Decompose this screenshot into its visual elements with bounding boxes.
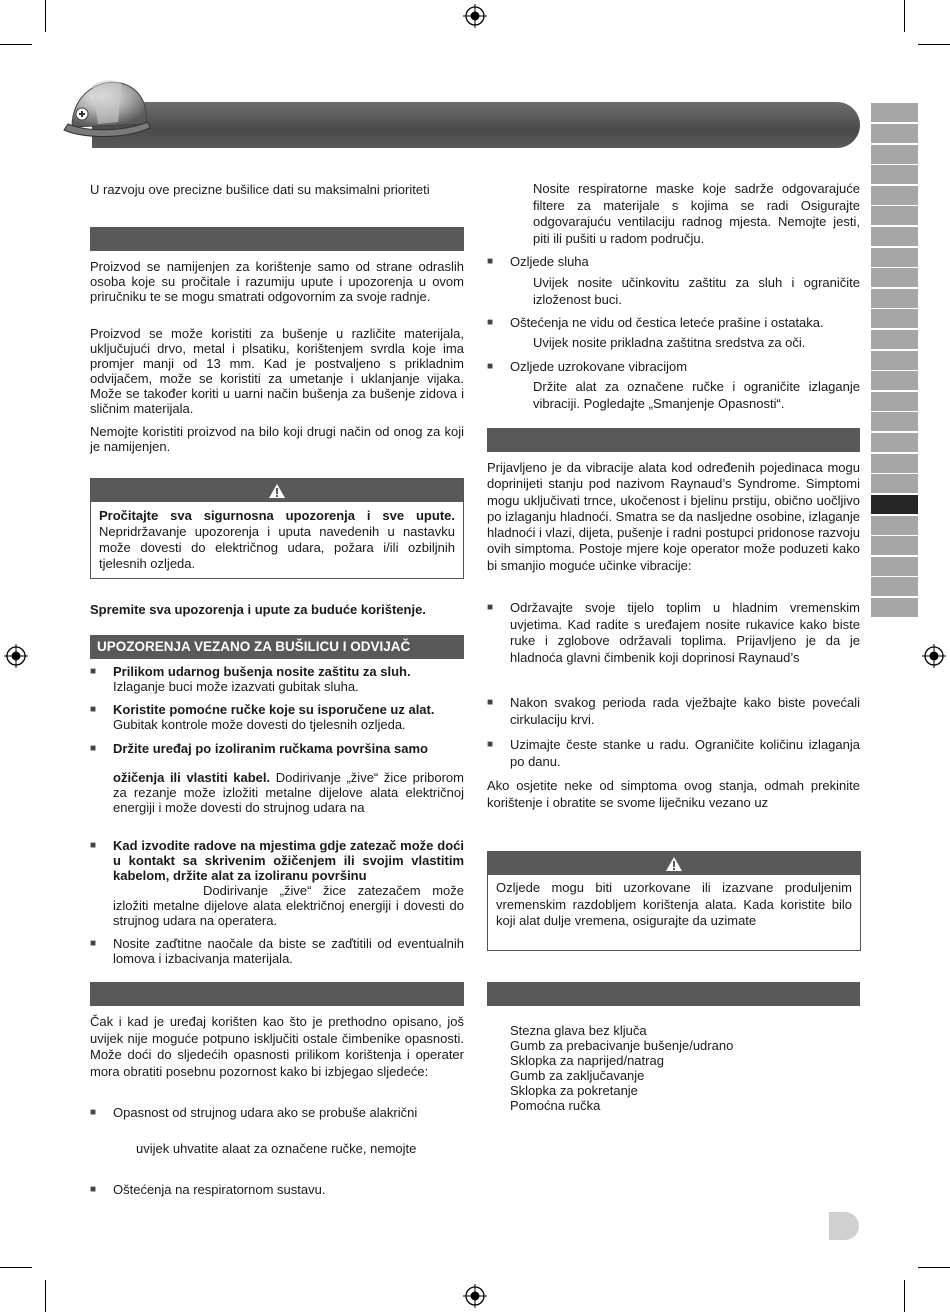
intended-use-paragraph: Nemojte koristiti proizvod na bilo koji drugi način od onog za koji je namijenjen.: [90, 424, 464, 454]
crop-mark-tl-v: [45, 0, 46, 32]
list-item: [487, 695, 860, 728]
list-item: [90, 702, 464, 732]
list-item-continued: [90, 770, 464, 815]
bullet-square-icon: ■: [90, 704, 97, 715]
warning-triangle-icon: [665, 856, 683, 872]
list-item: Gumb za prebacivanje bušenje/udrano: [510, 1038, 734, 1053]
intro-text: U razvoju ove precizne bušilice dati su maksimalni prioriteti: [90, 182, 430, 197]
bullet-square-icon: ■: [487, 361, 494, 372]
section-bar-vibration: [487, 428, 860, 452]
list-item: [487, 737, 860, 770]
list-item-subtext: Držite alat za označene ručke i ograničite izlaganje vibraciji. Pogledajte „Smanjenje Opasnosti“.: [533, 379, 860, 411]
item-text: Ozljede sluha: [510, 254, 589, 269]
crop-mark-tr-h: [918, 44, 950, 45]
warning-box: [487, 851, 861, 951]
safety-helmet-icon: [62, 72, 152, 152]
list-item-subtext: Nosite respiratorne maske koje sadrže odgovarajuće filtere za materijale s kojima se radi Osigurajte odgovarajuću ventilaciju radnog mjesta. Nemojte jesti, piti ili pušiti u radom području.: [533, 181, 860, 246]
bullet-square-icon: ■: [487, 739, 494, 750]
list-item-subtext: Uvijek nosite učinkovitu zaštitu za sluh i ograničite izloženost buci.: [533, 275, 860, 307]
list-item: [90, 664, 464, 694]
vibration-paragraph: Prijavljeno je da vibracije alata kod određenih pojedinaca mogu doprinijeti stanju pod nazivom Raynaud’s Syndrome. Simptomi mogu uključivati trnce, ukočenost i bjelinu prstiju, obično uočljivo po izlaganju hladnoći. Smatra se da nasljedne osobine, izlaganje hladnoći i vlazi, dijeta, pušenje i radni postupci pridonose razvoju ovih simptoma. Postoje mjere koje operator može poduzeti kako bi smanjio moguće učinke vibracije:: [487, 460, 860, 573]
side-tab: [871, 268, 918, 287]
header-banner: [92, 102, 860, 148]
item-text: Dodirivanje „žive“ žice priborom za rezanje može izložiti metalne dijelove alata električnoj energiji i može dovesti do strujnog udara na: [113, 770, 464, 815]
bullet-square-icon: ■: [487, 317, 494, 328]
bullet-square-icon: ■: [90, 938, 97, 949]
side-tab: [871, 557, 918, 576]
crop-mark-tr-v: [904, 0, 905, 32]
item-text: Gubitak kontrole može dovesti do tjelesnih ozljeda.: [113, 717, 406, 732]
intended-use-paragraph: Proizvod se može koristiti za bušenje u različite materijala, uključujući drvo, metal i plsatiku, korištenjem svrdla koje ima promjer manji od 13 mm. Kad je postvaljeno s prikladnim odvijačem, može se koristiti za umetanje i uklanjanje vijaka. Može se također koriti u uarni način bušenja za bušenje zidova i sličnim materijala.: [90, 326, 464, 416]
side-tab: [871, 412, 918, 431]
item-text: Nakon svakog perioda rada vježbajte kako biste povećali cirkulaciju krvi.: [510, 695, 860, 727]
registration-mark-icon: [463, 4, 487, 28]
side-tab: [871, 474, 918, 493]
list-item-subtext: Uvijek nosite prikladna zaštitna sredstva za oči.: [533, 335, 806, 350]
bullet-square-icon: ■: [487, 256, 494, 267]
crop-mark-bl-v: [45, 1280, 46, 1312]
item-bold: ožičenja ili vlastiti kabel.: [113, 770, 271, 785]
side-tab: [871, 165, 918, 184]
side-tab: [871, 186, 918, 205]
section-bar-residual-risks: [90, 982, 464, 1006]
list-item: Gumb za zaključavanje: [510, 1068, 645, 1083]
parts-list: [510, 1023, 840, 1113]
side-tab: [871, 103, 918, 122]
intended-use-paragraph: Proizvod se namijenjen za korištenje samo od strane odraslih osoba koje su pročitale i razumiju upute i upozorenja u ovom priručniku te se mogu smatrati odgovornim za svoje radnje.: [90, 259, 464, 304]
section-bar-parts: [487, 982, 860, 1006]
side-tab: [871, 371, 918, 390]
list-item: [487, 600, 860, 666]
side-tab: [871, 289, 918, 308]
item-text: Oštećenja ne vidu od čestica leteće prašine i ostataka.: [510, 315, 824, 330]
save-note: Spremite sva upozorenja i upute za buduće korištenje.: [90, 602, 426, 617]
side-tab: [871, 516, 918, 535]
bullet-square-icon: ■: [90, 1107, 97, 1118]
bullet-square-icon: ■: [90, 743, 97, 754]
warning-box-text: Nepridržavanje upozorenja i uputa navedenih u nastavku može dovesti do električnog udara, požara i/ili ozbiljnih tjelesnih ozljeda.: [99, 524, 455, 571]
side-tab: [871, 577, 918, 596]
item-bold: Kad izvodite radove na mjestima gdje zatezač može doći u kontakt sa skrivenim ožičenjem ili svojim vlastitim kabelom, držite alat za izoliranu površinu: [113, 838, 464, 883]
registration-mark-icon: [922, 644, 946, 668]
list-item: [487, 254, 860, 269]
item-text: Održavajte svoje tijelo toplim u hladnim vremenskim uvjetima. Kad radite s uređajem nosite rukavice kako biste ruke i zglobove održavali toplima. Prijavljeno je da je hladnoća glavni čimbenik koji doprinosi Raynaud’s: [510, 600, 860, 665]
side-tab: [871, 309, 918, 328]
warning-triangle-icon: [268, 483, 286, 499]
item-bold: Koristite pomoćne ručke koje su isporučene uz alat.: [113, 702, 435, 717]
side-tab: [871, 433, 918, 452]
item-bold: Prilikom udarnog bušenja nosite zaštitu za sluh.: [113, 664, 411, 679]
warning-box-body: [91, 502, 463, 572]
item-text: Oštećenja na respiratornom sustavu.: [113, 1182, 326, 1197]
side-tab: [871, 206, 918, 225]
crop-mark-bl-h: [0, 1267, 32, 1268]
side-tab: [871, 124, 918, 143]
side-tab: [871, 598, 918, 617]
list-item: Sklopka za pokretanje: [510, 1083, 638, 1098]
registration-mark-icon: [463, 1284, 487, 1308]
list-item: Sklopka za naprijed/natrag: [510, 1053, 664, 1068]
vibration-closing-paragraph: Ako osjetite neke od simptoma ovog stanja, odmah prekinite korištenje i obratite se svome liječniku vezano uz: [487, 778, 860, 810]
warning-box: [90, 478, 464, 579]
bullet-square-icon: ■: [90, 1184, 97, 1195]
list-item: [487, 359, 860, 374]
warning-box-bold: Pročitajte sva sigurnosna upozorenja i sve upute.: [99, 508, 455, 523]
side-tab: [871, 392, 918, 411]
side-tab: [871, 227, 918, 246]
item-text: Izlaganje buci može izazvati gubitak sluha.: [113, 679, 359, 694]
side-tab: [871, 248, 918, 267]
bullet-square-icon: ■: [90, 666, 97, 677]
crop-mark-br-h: [918, 1267, 950, 1268]
side-tab: [871, 536, 918, 555]
side-tab: [871, 330, 918, 349]
item-text: Nosite zaďtitne naočale da biste se zaďtitili od eventualnih lomova i izbacivanja materijala.: [113, 936, 464, 966]
list-item: [90, 936, 464, 966]
list-item: [90, 1105, 464, 1120]
item-text: Uzimajte česte stanke u radu. Ograničite količinu izlaganja po danu.: [510, 737, 860, 769]
bullet-square-icon: ■: [487, 697, 494, 708]
warning-box-header: [488, 852, 860, 875]
crop-mark-tl-h: [0, 44, 32, 45]
list-item: Stezna glava bez ključa: [510, 1023, 647, 1038]
side-tab-active: [871, 495, 918, 514]
list-item: [90, 1182, 464, 1197]
residual-risks-paragraph: Čak i kad je uređaj korišten kao što je prethodno opisano, još uvijek nije moguće potpuno isključiti ostale čimbenike opasnosti. Može doći do sljedećih opasnosti prilikom korištenja i operater mora obratiti posebnu pozornost kako bi izbjegao sljedeće:: [90, 1014, 464, 1079]
bullet-square-icon: ■: [90, 840, 97, 851]
page-number-tab: [829, 1212, 859, 1240]
registration-mark-icon: [4, 644, 28, 668]
warning-box-header: [91, 479, 463, 502]
item-text: Ozljede uzrokovane vibracijom: [510, 359, 688, 374]
side-tab: [871, 145, 918, 164]
side-tab: [871, 454, 918, 473]
item-text: Opasnost od strujnog udara ako se probuše alakrični: [113, 1105, 418, 1120]
crop-mark-br-v: [904, 1280, 905, 1312]
list-item-subtext: uvijek uhvatite alaat za označene ručke, nemojte: [136, 1141, 417, 1156]
list-item: [90, 741, 464, 756]
side-tab: [871, 351, 918, 370]
list-item: [90, 838, 464, 928]
item-text: Dodirivanje „žive“ žice zatezačem može izložiti metalne dijelove alata električnoj energiji i dovesti do strujnog udara na operatera.: [113, 883, 464, 928]
section-bar-drill-warnings: UPOZORENJA VEZANO ZA BUŠILICU I ODVIJAČ: [90, 635, 464, 659]
section-bar-intended-use: [90, 227, 464, 251]
list-item: [487, 315, 860, 330]
item-bold: Držite uređaj po izoliranim ručkama površina samo: [113, 741, 428, 756]
warning-box-text: Ozljede mogu biti uzorkovane ili izazvane produljenim vremenskim razdobljem korištenja alata. Kada koristite bilo koji alat dulje vremena, osigurajte da uzimate: [496, 880, 852, 928]
bullet-square-icon: ■: [487, 602, 494, 613]
list-item: Pomoćna ručka: [510, 1098, 601, 1113]
